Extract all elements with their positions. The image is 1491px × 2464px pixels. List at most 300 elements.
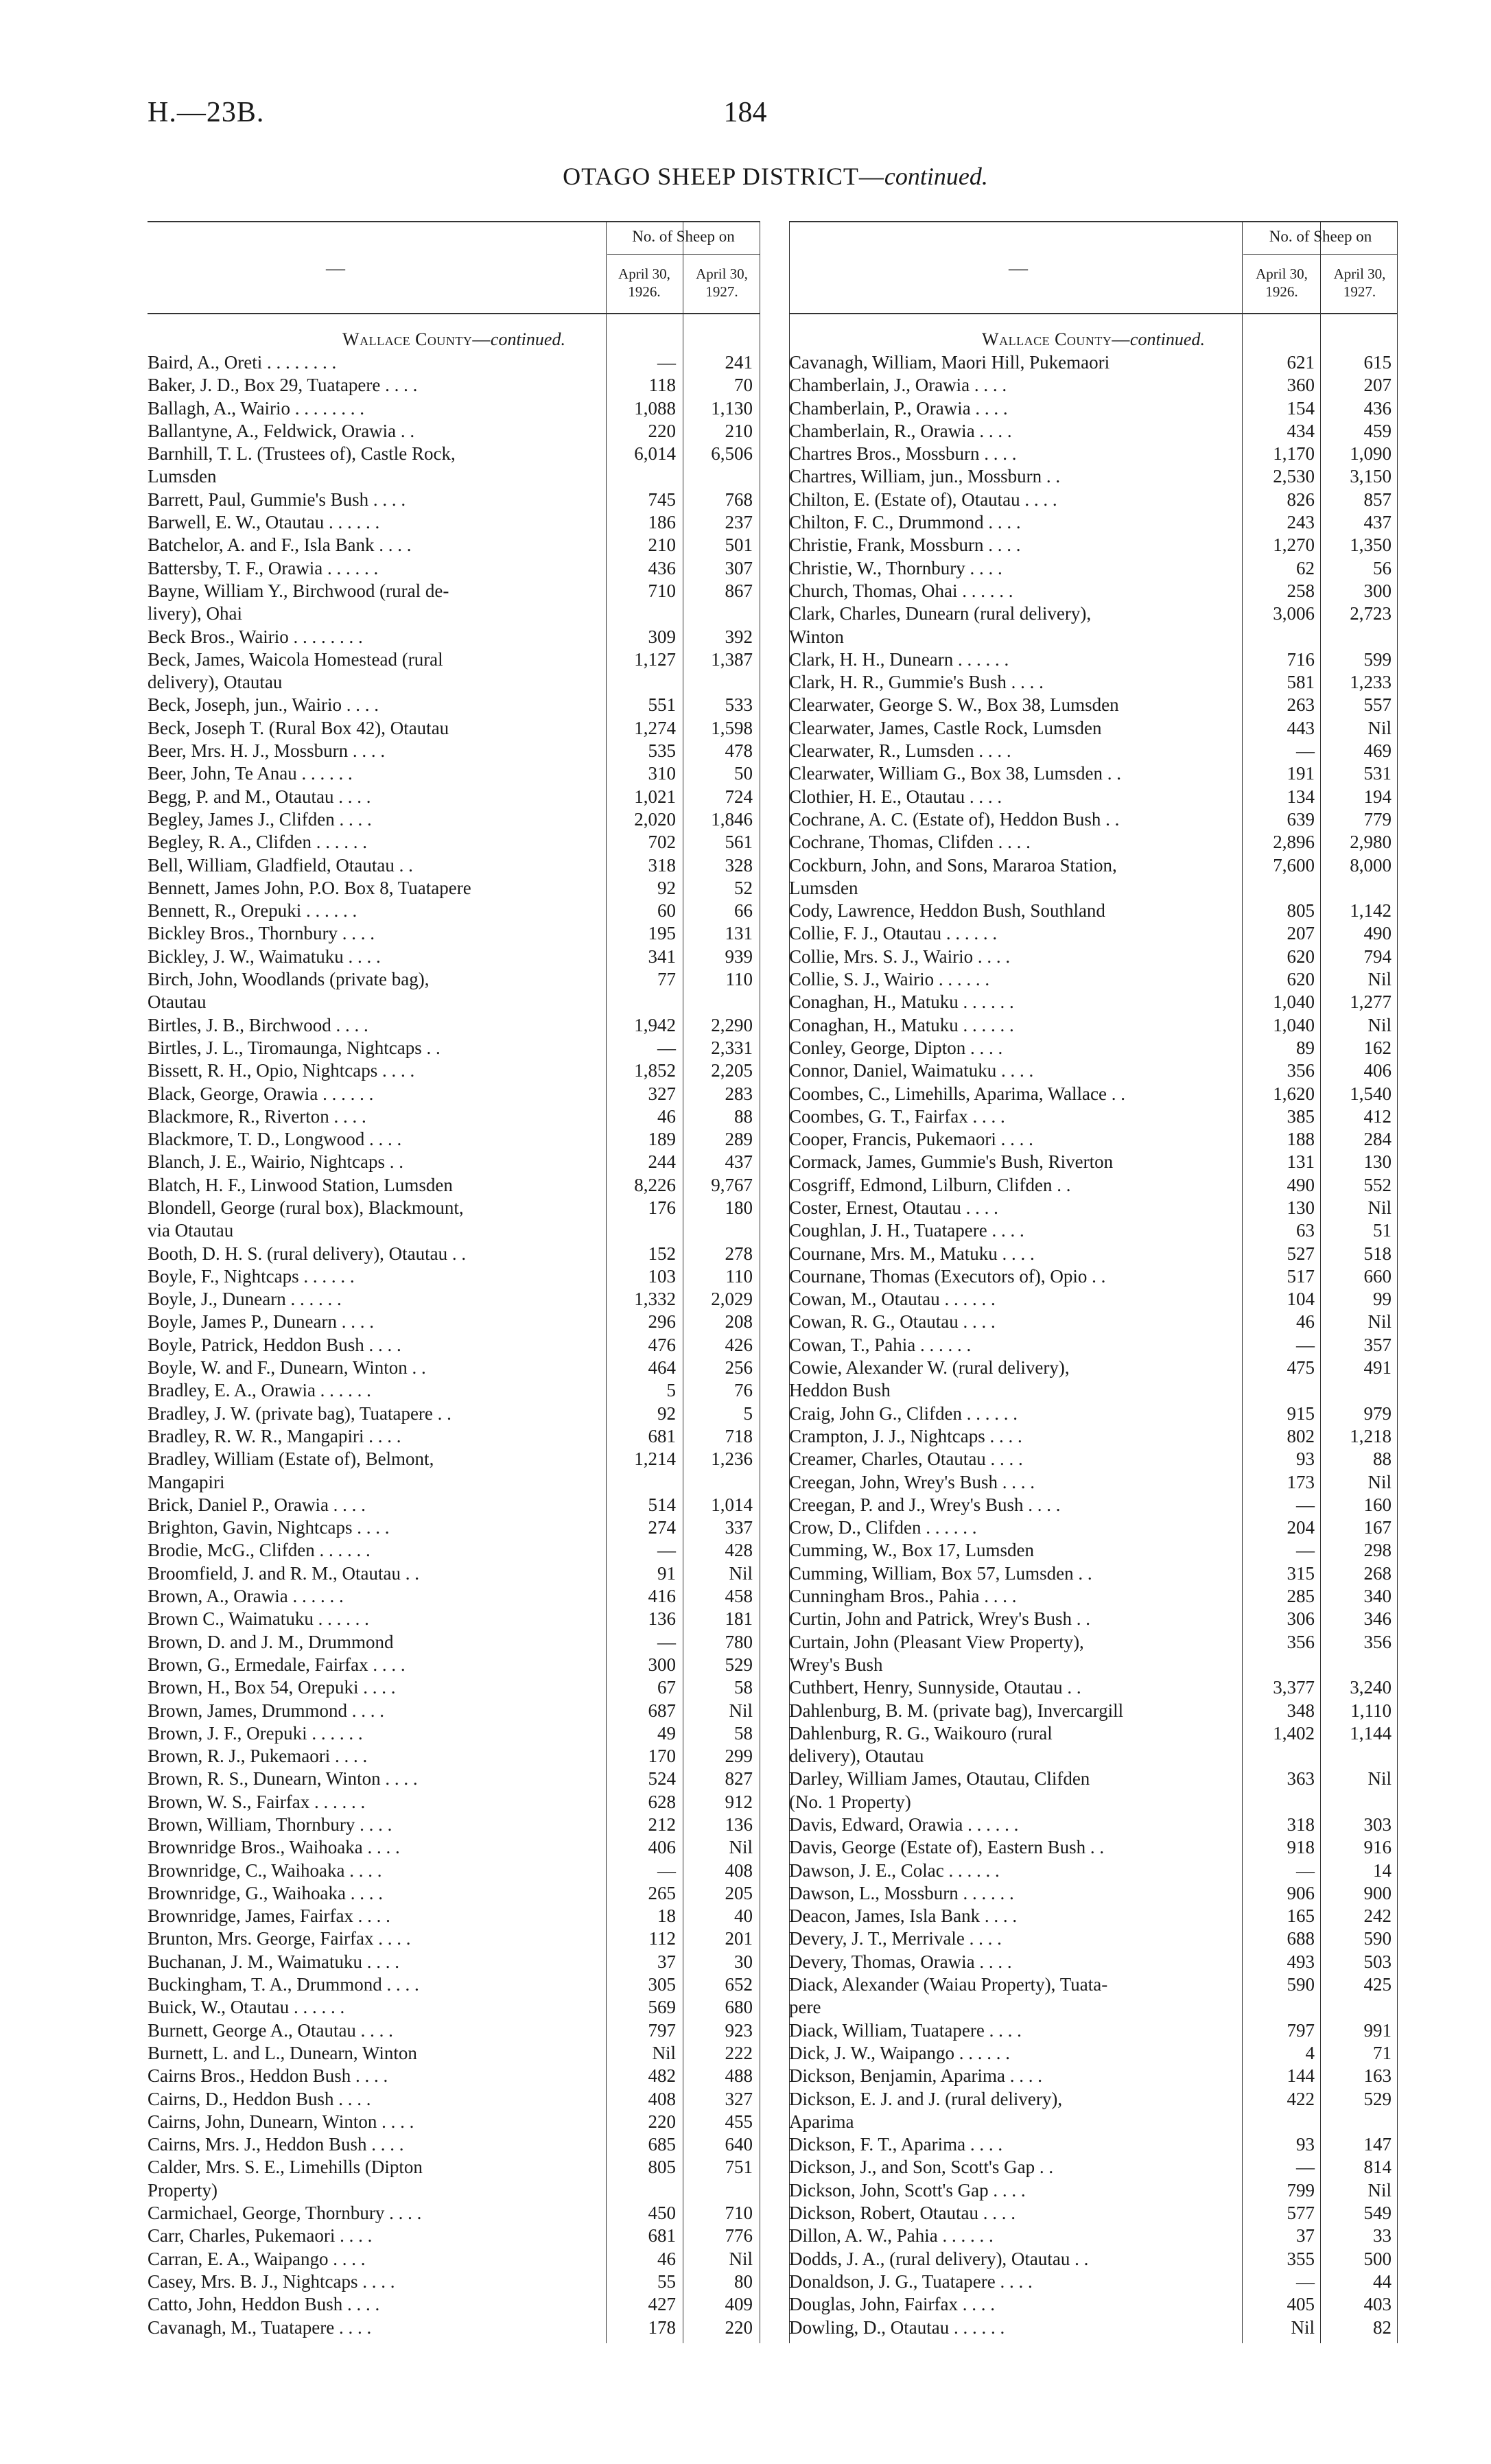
- table-row: [789, 1927, 1398, 1950]
- sheep-1927: 2,029: [711, 1289, 753, 1310]
- holder-name: Coster, Ernest, Otautau . . . .: [789, 1197, 998, 1218]
- sheep-1926: 310: [648, 763, 676, 784]
- table-row: [148, 1814, 760, 1836]
- table-row: [148, 374, 760, 397]
- table-row: [148, 1516, 760, 1539]
- sheep-1927: 99: [1373, 1289, 1392, 1310]
- holder-name: Brodie, McG., Clifden . . . . . .: [148, 1540, 371, 1561]
- table-row: [148, 1791, 760, 1814]
- holder-name: Blondell, George (rural box), Blackmount, via Otautau: [148, 1197, 464, 1241]
- table-row: [148, 922, 760, 945]
- holder-name: Cowie, Alexander W. (rural delivery), Heddon Bush: [789, 1357, 1070, 1401]
- sheep-1926: 805: [1287, 900, 1315, 922]
- sheep-1927: 220: [725, 2316, 753, 2338]
- entry-list: [789, 351, 1398, 2339]
- table-row: [148, 2111, 760, 2133]
- sheep-1926: 63: [1296, 1220, 1315, 1241]
- sheep-1927: 88: [734, 1105, 753, 1127]
- sheep-1926: 493: [1287, 1951, 1315, 1972]
- sheep-1927: 428: [725, 1540, 753, 1561]
- sheep-1926: 4: [1305, 2042, 1315, 2063]
- sheep-1927: 136: [725, 1814, 753, 1835]
- sheep-1927: 488: [725, 2065, 753, 2087]
- sheep-1927: 939: [725, 946, 753, 967]
- sheep-1926: 620: [1287, 969, 1315, 990]
- table-row: [148, 1128, 760, 1151]
- sheep-1926: 464: [648, 1357, 676, 1378]
- table-row: [148, 1631, 760, 1654]
- table-row: [789, 511, 1398, 534]
- sheep-1927: 900: [1363, 1882, 1392, 1903]
- sheep-1927: 426: [725, 1334, 753, 1355]
- holder-name: Bissett, R. H., Opio, Nightcaps . . . .: [148, 1060, 415, 1081]
- holder-name: Cody, Lawrence, Heddon Bush, Southland: [789, 900, 1105, 922]
- sheep-1926: 1,274: [634, 717, 676, 738]
- county-heading: [789, 328, 1398, 351]
- table-row: [789, 1197, 1398, 1219]
- holder-name: Clothier, H. E., Otautau . . . .: [789, 786, 1002, 807]
- sheep-1926: 5: [666, 1380, 676, 1401]
- table-row: [148, 1425, 760, 1448]
- sheep-1926: 620: [1287, 946, 1315, 967]
- sheep-1927: 1,014: [711, 1494, 753, 1515]
- sheep-1926: 305: [648, 1974, 676, 1995]
- sheep-1927: Nil: [729, 1562, 753, 1584]
- sheep-1927: 44: [1373, 2271, 1392, 2292]
- sheep-1927: 194: [1363, 786, 1392, 807]
- holder-name: Cochrane, Thomas, Clifden . . . .: [789, 832, 1031, 853]
- table-row: [789, 2202, 1398, 2225]
- holder-name: Chartres Bros., Mossburn . . . .: [789, 443, 1017, 465]
- table-row: [789, 1059, 1398, 1082]
- table-row: [148, 2293, 760, 2316]
- holder-name: Battersby, T. F., Orawia . . . . . .: [148, 557, 379, 578]
- column-rule: [789, 222, 790, 313]
- sheep-1926: 805: [648, 2157, 676, 2178]
- sheep-1927: 923: [725, 2019, 753, 2041]
- table-row: [148, 2248, 760, 2271]
- holder-name: Birtles, J. L., Tiromaunga, Nightcaps . .: [148, 1037, 441, 1058]
- sheep-1927: 867: [725, 580, 753, 601]
- table-row: [789, 2271, 1398, 2293]
- sheep-1927: 660: [1363, 1265, 1392, 1287]
- table-row: [148, 1927, 760, 1950]
- table-row: [789, 1814, 1398, 1836]
- sheep-1927: 718: [725, 1425, 753, 1446]
- table-row: [789, 2248, 1398, 2271]
- table-row: [789, 1700, 1398, 1722]
- table-row: [148, 1265, 760, 1288]
- sheep-1926: 60: [657, 900, 676, 922]
- sheep-1926: 569: [648, 1997, 676, 2018]
- sheep-1927: 490: [1363, 923, 1392, 944]
- sheep-1926: 436: [648, 557, 676, 578]
- holder-name: Birtles, J. B., Birchwood . . . .: [148, 1014, 368, 1035]
- sheep-1926: 18: [657, 1905, 676, 1927]
- sheep-1927: 776: [725, 2225, 753, 2246]
- holder-name: Black, George, Orawia . . . . . .: [148, 1083, 374, 1104]
- holder-name: Barwell, E. W., Otautau . . . . . .: [148, 512, 380, 533]
- table-row: [148, 489, 760, 511]
- holder-name: Brunton, Mrs. George, Fairfax . . . .: [148, 1928, 411, 1949]
- table-row: [789, 443, 1398, 465]
- holder-name: Cumming, William, Box 57, Lumsden . .: [789, 1562, 1092, 1584]
- table-row: [789, 1083, 1398, 1105]
- table-row: [148, 2156, 760, 2202]
- table-row: [148, 2133, 760, 2156]
- table-row: [148, 1996, 760, 2019]
- holder-name: Birch, John, Woodlands (private bag), Otautau: [148, 969, 430, 1013]
- holder-name: Beer, Mrs. H. J., Mossburn . . . .: [148, 740, 386, 762]
- sheep-1926: 67: [657, 1677, 676, 1698]
- sheep-1927: 5: [743, 1403, 753, 1424]
- table-row: [148, 1243, 760, 1265]
- sheep-count-group-header: No. of Sheep on: [1269, 228, 1372, 245]
- holder-name: Creegan, P. and J., Wrey's Bush . . . .: [789, 1494, 1061, 1515]
- table-body: [789, 314, 1398, 2339]
- sheep-1926: 702: [648, 832, 676, 853]
- sheep-1926: 639: [1287, 808, 1315, 830]
- holder-name: Bayne, William Y., Birchwood (rural de- livery), Ohai: [148, 580, 449, 624]
- holder-name: Burnett, L. and L., Dunearn, Winton: [148, 2042, 417, 2063]
- sheep-1926: 318: [1287, 1814, 1315, 1835]
- sheep-1927: 237: [725, 512, 753, 533]
- sheep-1927: 751: [725, 2157, 753, 2178]
- table-row: [148, 946, 760, 968]
- holder-name: Dillon, A. W., Pahia . . . . . .: [789, 2225, 994, 2246]
- table-row: [148, 1745, 760, 1768]
- page-number: 184: [723, 97, 767, 128]
- sheep-1927: 303: [1363, 1814, 1392, 1835]
- sheep-1926: 363: [1287, 1768, 1315, 1790]
- sheep-1926: 475: [1287, 1357, 1315, 1378]
- sheep-1927: 207: [1363, 375, 1392, 396]
- table-row: [148, 1334, 760, 1357]
- table-row: [789, 1973, 1398, 2019]
- table-row: [148, 2271, 760, 2293]
- table-row: [789, 1516, 1398, 1539]
- sheep-1926: —: [657, 1540, 676, 1561]
- table-row: [789, 351, 1398, 374]
- holder-name: Conaghan, H., Matuku . . . . . .: [789, 992, 1014, 1013]
- table-row: [148, 534, 760, 556]
- holder-name: Bickley Bros., Thornbury . . . .: [148, 923, 375, 944]
- table-row: [789, 2019, 1398, 2042]
- table-row: [789, 1722, 1398, 1768]
- sheep-1926: 621: [1287, 352, 1315, 373]
- table-row: [789, 1334, 1398, 1357]
- sheep-1927: Nil: [729, 1837, 753, 1858]
- table-row: [148, 2019, 760, 2042]
- sheep-1926: 1,270: [1273, 535, 1315, 556]
- table-row: [148, 717, 760, 740]
- left-table: [148, 221, 760, 2339]
- sheep-1926: 535: [648, 740, 676, 762]
- sheep-1926: 681: [648, 2225, 676, 2246]
- sheep-1927: Nil: [1367, 1197, 1392, 1218]
- sheep-1927: Nil: [729, 2248, 753, 2269]
- sheep-1927: 307: [725, 557, 753, 578]
- sheep-1927: 2,205: [711, 1060, 753, 1081]
- sheep-1926: 318: [648, 854, 676, 876]
- table-row: [148, 1859, 760, 1882]
- holder-name: Brighton, Gavin, Nightcaps . . . .: [148, 1517, 390, 1538]
- sheep-1927: 408: [725, 1859, 753, 1881]
- sheep-1926: 341: [648, 946, 676, 967]
- sheep-1927: 283: [725, 1083, 753, 1104]
- sheep-1927: 110: [725, 969, 753, 990]
- holder-name: Bradley, J. W. (private bag), Tuatapere . .: [148, 1403, 451, 1424]
- table-row: [789, 1311, 1398, 1333]
- sheep-1926: 710: [648, 580, 676, 601]
- holder-name: Cockburn, John, and Sons, Mararoa Station, Lumsden: [789, 854, 1117, 898]
- sheep-1927: 780: [725, 1631, 753, 1652]
- sheep-1926: 154: [1287, 397, 1315, 419]
- sheep-1927: 14: [1373, 1859, 1392, 1881]
- holder-name: Chilton, F. C., Drummond . . . .: [789, 512, 1021, 533]
- holder-name: Cochrane, A. C. (Estate of), Heddon Bush . .: [789, 808, 1120, 830]
- holder-name: Brownridge, G., Waihoaka . . . .: [148, 1882, 384, 1903]
- sheep-1927: 8,000: [1350, 854, 1392, 876]
- holder-name: Blatch, H. F., Linwood Station, Lumsden: [148, 1174, 453, 1195]
- sheep-1927: 340: [1363, 1586, 1392, 1607]
- sheep-1927: 268: [1363, 1562, 1392, 1584]
- sheep-1927: 979: [1363, 1403, 1392, 1424]
- holder-name: Ballagh, A., Wairio . . . . . . . .: [148, 397, 365, 419]
- table-row: [789, 831, 1398, 854]
- table-row: [148, 2088, 760, 2111]
- table-row: [789, 2133, 1398, 2156]
- sheep-1926: 265: [648, 1882, 676, 1903]
- holder-name: Dodds, J. A., (rural delivery), Otautau . .: [789, 2248, 1089, 2269]
- sheep-1927: 503: [1363, 1951, 1392, 1972]
- table-row: [148, 762, 760, 785]
- sheep-1926: 118: [648, 375, 676, 396]
- table-row: [789, 671, 1398, 694]
- table-row: [148, 1700, 760, 1722]
- sheep-1927: 912: [725, 1791, 753, 1812]
- holder-name: Dickson, F. T., Aparima . . . .: [789, 2134, 1003, 2155]
- sheep-1926: 1,040: [1273, 1014, 1315, 1035]
- sheep-1926: 195: [648, 923, 676, 944]
- table-row: [789, 1585, 1398, 1608]
- group-rule: [1243, 254, 1398, 255]
- table-row: [789, 1288, 1398, 1311]
- table-row: [148, 1311, 760, 1333]
- table-row: [148, 1379, 760, 1402]
- table-row: [148, 877, 760, 900]
- sheep-1926: 327: [648, 1083, 676, 1104]
- sheep-1926: 173: [1287, 1471, 1315, 1492]
- sheep-1927: 3,240: [1350, 1677, 1392, 1698]
- table-row: [148, 1654, 760, 1676]
- holder-name: Cowan, R. G., Otautau . . . .: [789, 1311, 996, 1333]
- sheep-1926: 77: [657, 969, 676, 990]
- holder-name: Crow, D., Clifden . . . . . .: [789, 1517, 977, 1538]
- holder-name: Douglas, John, Fairfax . . . .: [789, 2294, 995, 2315]
- holder-name: Clearwater, R., Lumsden . . . .: [789, 740, 1011, 762]
- table-row: [789, 2225, 1398, 2247]
- sheep-1926: 1,170: [1273, 443, 1315, 465]
- sheep-1927: 458: [725, 1586, 753, 1607]
- title-text: OTAGO SHEEP DISTRICT—: [563, 163, 884, 190]
- sheep-1926: 243: [1287, 512, 1315, 533]
- sheep-1926: 178: [648, 2316, 676, 2338]
- table-row: [789, 1265, 1398, 1288]
- holder-name: Dowling, D., Otautau . . . . . .: [789, 2316, 1005, 2338]
- sheep-1926: 450: [648, 2203, 676, 2224]
- table-row: [148, 1882, 760, 1905]
- sheep-1927: 58: [734, 1677, 753, 1698]
- holder-name: Dahlenburg, B. M. (private bag), Invercargill: [789, 1700, 1124, 1721]
- col-1926-header: April 30, 1926.: [1256, 266, 1308, 300]
- sheep-1927: 827: [725, 1768, 753, 1790]
- sheep-1926: 274: [648, 1517, 676, 1538]
- table-row: [789, 991, 1398, 1013]
- holder-name: Creegan, John, Wrey's Bush . . . .: [789, 1471, 1035, 1492]
- holder-name: Chamberlain, J., Orawia . . . .: [789, 375, 1007, 396]
- sheep-1926: 802: [1287, 1425, 1315, 1446]
- holder-name: Christie, W., Thornbury . . . .: [789, 557, 1002, 578]
- sheep-1926: 918: [1287, 1837, 1315, 1858]
- sheep-1927: 531: [1363, 763, 1392, 784]
- sheep-1926: 204: [1287, 1517, 1315, 1538]
- sheep-1927: 2,290: [711, 1014, 753, 1035]
- name-column-header: —: [1009, 258, 1028, 279]
- holder-name: Craig, John G., Clifden . . . . . .: [789, 1403, 1018, 1424]
- holder-name: Booth, D. H. S. (rural delivery), Otautau . .: [148, 1243, 467, 1264]
- county-continued: continued.: [1129, 329, 1205, 349]
- table-row: [789, 489, 1398, 511]
- col-1927-header: April 30, 1927.: [1333, 266, 1386, 300]
- holder-name: Cowan, M., Otautau . . . . . .: [789, 1289, 996, 1310]
- sheep-1927: 160: [1363, 1494, 1392, 1515]
- holder-name: Baker, J. D., Box 29, Tuatapere . . . .: [148, 375, 418, 396]
- sheep-1926: 263: [1287, 694, 1315, 716]
- sheep-1926: 405: [1287, 2294, 1315, 2315]
- holder-name: Connor, Daniel, Waimatuku . . . .: [789, 1060, 1034, 1081]
- holder-name: Cavanagh, William, Maori Hill, Pukemaori: [789, 352, 1110, 373]
- sheep-1927: 130: [1363, 1151, 1392, 1173]
- table-row: [789, 1128, 1398, 1151]
- sheep-1926: 220: [648, 2111, 676, 2132]
- holder-name: Cowan, T., Pahia . . . . . .: [789, 1334, 972, 1355]
- table-row: [789, 465, 1398, 488]
- col-1927-header: April 30, 1927.: [696, 266, 748, 300]
- holder-name: Bell, William, Gladfield, Otautau . .: [148, 854, 413, 876]
- sheep-1926: 434: [1287, 420, 1315, 441]
- table-header: [148, 221, 760, 314]
- sheep-1927: 131: [725, 923, 753, 944]
- sheep-1926: 687: [648, 1700, 676, 1721]
- sheep-1926: 152: [648, 1243, 676, 1264]
- holder-name: Cooper, Francis, Pukemaori . . . .: [789, 1129, 1033, 1150]
- table-row: [789, 2065, 1398, 2087]
- holder-name: Bradley, E. A., Orawia . . . . . .: [148, 1380, 371, 1401]
- sheep-1927: 289: [725, 1129, 753, 1150]
- sheep-1926: 906: [1287, 1882, 1315, 1903]
- sheep-1926: 134: [1287, 786, 1315, 807]
- sheep-1927: 180: [725, 1197, 753, 1218]
- table-row: [789, 900, 1398, 922]
- table-row: [789, 2179, 1398, 2202]
- holder-name: Dick, J. W., Waipango . . . . . .: [789, 2042, 1011, 2063]
- holder-name: Curtin, John and Patrick, Wrey's Bush . .: [789, 1608, 1091, 1630]
- table-row: [148, 831, 760, 854]
- sheep-1927: 552: [1363, 1174, 1392, 1195]
- sheep-1927: 147: [1363, 2134, 1392, 2155]
- sheep-1926: 527: [1287, 1243, 1315, 1264]
- holder-name: Davis, George (Estate of), Eastern Bush . .: [789, 1837, 1105, 1858]
- sheep-1926: 356: [1287, 1631, 1315, 1652]
- sheep-1927: 222: [725, 2042, 753, 2063]
- table-row: [789, 2156, 1398, 2179]
- sheep-1927: 51: [1373, 1220, 1392, 1241]
- sheep-1927: 518: [1363, 1243, 1392, 1264]
- table-row: [789, 1471, 1398, 1494]
- sheep-1926: 422: [1287, 2088, 1315, 2109]
- sheep-1927: 1,540: [1350, 1083, 1392, 1104]
- holder-name: Cournane, Thomas (Executors of), Opio . .: [789, 1265, 1106, 1287]
- sheep-1927: 814: [1363, 2157, 1392, 2178]
- holder-name: Broomfield, J. and R. M., Otautau . .: [148, 1562, 419, 1584]
- sheep-1926: 93: [1296, 2134, 1315, 2155]
- sheep-1927: 337: [725, 1517, 753, 1538]
- holder-name: Cormack, James, Gummie's Bush, Riverton: [789, 1151, 1114, 1173]
- table-row: [789, 2293, 1398, 2316]
- sheep-1927: 1,142: [1350, 900, 1392, 922]
- holder-name: Chamberlain, P., Orawia . . . .: [789, 397, 1008, 419]
- table-row: [789, 1608, 1398, 1630]
- sheep-1926: 1,127: [634, 648, 676, 670]
- holder-name: Diack, Alexander (Waiau Property), Tuata- pere: [789, 1974, 1108, 2018]
- table-row: [789, 1448, 1398, 1470]
- sheep-1926: —: [1296, 1859, 1315, 1881]
- sheep-1927: 710: [725, 2203, 753, 2224]
- sheep-1926: 3,377: [1273, 1677, 1315, 1698]
- holder-name: Church, Thomas, Ohai . . . . . .: [789, 580, 1013, 601]
- sheep-1927: 162: [1363, 1037, 1392, 1058]
- holder-name: Beck Bros., Wairio . . . . . . . .: [148, 626, 363, 647]
- sheep-1927: Nil: [729, 1700, 753, 1721]
- table-row: [789, 1425, 1398, 1448]
- table-row: [148, 1357, 760, 1379]
- holder-name: Brown, J. F., Orepuki . . . . . .: [148, 1722, 363, 1744]
- sheep-1926: 49: [657, 1722, 676, 1744]
- holder-name: Dickson, E. J. and J. (rural delivery), Aparima: [789, 2088, 1063, 2132]
- county-heading: [148, 328, 760, 351]
- holder-name: Brown, William, Thornbury . . . .: [148, 1814, 392, 1835]
- sheep-1927: 70: [734, 375, 753, 396]
- table-row: [789, 648, 1398, 671]
- table-row: [789, 580, 1398, 602]
- table-row: [148, 1105, 760, 1128]
- table-row: [789, 1151, 1398, 1173]
- sheep-1926: —: [1296, 1494, 1315, 1515]
- table-row: [789, 946, 1398, 968]
- sheep-1926: 1,852: [634, 1060, 676, 1081]
- table-row: [148, 900, 760, 922]
- sheep-1926: —: [657, 1631, 676, 1652]
- table-row: [148, 1905, 760, 1927]
- table-row: [789, 1014, 1398, 1037]
- sheep-1926: —: [657, 352, 676, 373]
- holder-name: Brown, H., Box 54, Orepuki . . . .: [148, 1677, 396, 1698]
- sheep-1927: 392: [725, 626, 753, 647]
- sheep-1927: 615: [1363, 352, 1392, 373]
- holder-name: Clearwater, James, Castle Rock, Lumsden: [789, 717, 1102, 738]
- holder-name: Cosgriff, Edmond, Lilburn, Clifden . .: [789, 1174, 1071, 1195]
